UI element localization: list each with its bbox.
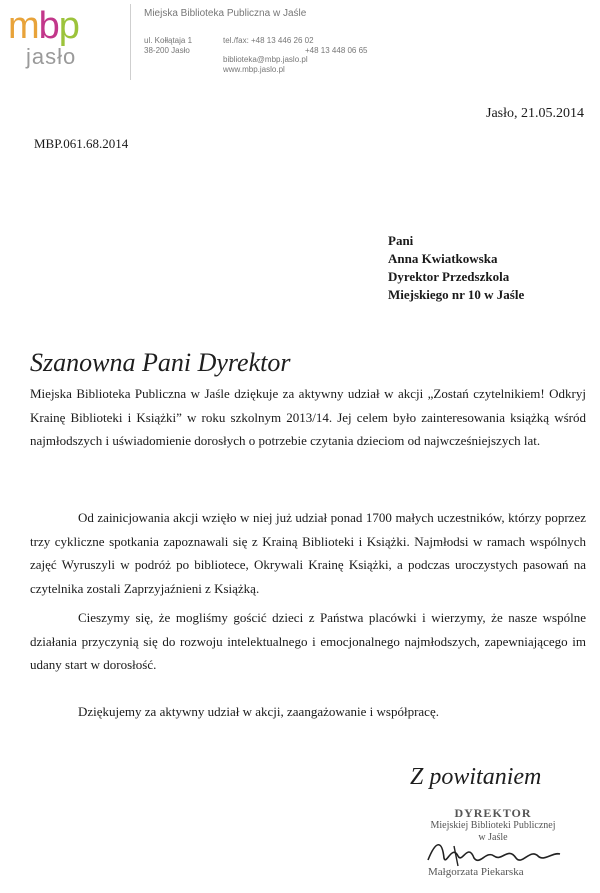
stamp-director-name: Małgorzata Piekarska: [428, 866, 524, 878]
letterhead-website: www.mbp.jaslo.pl: [223, 64, 285, 74]
reference-number: MBP.061.68.2014: [34, 136, 129, 151]
recipient-institution: Miejskiego nr 10 w Jaśle: [388, 287, 525, 302]
library-logo: [8, 6, 120, 72]
recipient-title: Pani: [388, 233, 414, 248]
handwritten-closing: Z powitaniem: [410, 764, 542, 790]
recipient-position: Dyrektor Przedszkola: [388, 269, 510, 284]
recipient-block: [388, 232, 524, 304]
stamp-institution: Miejskiej Biblioteki Publicznej: [430, 820, 556, 831]
logo-jaslo-text: jasło: [26, 44, 77, 69]
stamp-city: w Jaśle: [478, 832, 508, 843]
signature-icon: [424, 836, 564, 870]
stamp-title: DYREKTOR: [454, 806, 532, 820]
paragraph-1: Miejska Biblioteka Publiczna w Jaśle dziękuje za aktywny udział w akcji „Zostań czytelnikiem! Odkryj Krainę Biblioteki i Książki” w roku szkolnym 2013/14. Jej celem było zainteresowania książką wśród najmłodszych i uświadomienie dorosłych o potrzebie czytania dzieciom od najwcześniejszych lat.: [30, 386, 586, 448]
handwritten-salutation: Szanowna Pani Dyrektor: [30, 348, 291, 377]
letterhead-divider: [130, 4, 131, 80]
letterhead-institution-name: Miejska Biblioteka Publiczna w Jaśle: [144, 8, 307, 19]
logo-mbp-text: mbp: [8, 5, 79, 47]
letter-date: Jasło, 21.05.2014: [486, 106, 584, 121]
letterhead-email: biblioteka@mbp.jaslo.pl: [223, 55, 308, 64]
letterhead-phone-2: +48 13 448 06 65: [305, 45, 368, 55]
paragraph-2: Od zainicjowania akcji wzięło w niej już udział ponad 1700 małych uczestników, którzy poprzez trzy cykliczne spotkania zapoznawali się z Krainą Biblioteki i Książki. Najmłodsi w ramach wspólnych zajęć Wyruszyli w podróż po bibliotece, Okrywali Krainę Książki, a podczas uroczystych pasowań na czytelnika zostali Zaprzyjaźnieni z Książką.: [30, 510, 586, 596]
paragraph-4: Dziękujemy za aktywny udział w akcji, zaangażowanie i współpracę.: [78, 704, 439, 719]
paragraph-3: Cieszymy się, że mogliśmy gościć dzieci z Państwa placówki i wierzymy, że nasze wspólne działania przyczynią się do rozwoju intelektualnego i emocjonalnego najmłodszych, zapewniającego im udany start w dorosłość.: [30, 610, 586, 672]
letterhead-address: ul. Kołłątaja 1 38-200 Jasło: [144, 36, 193, 55]
letterhead-contact: [223, 36, 368, 74]
letterhead-phone-1: tel./fax: +48 13 446 26 02: [223, 36, 314, 45]
recipient-name: Anna Kwiatkowska: [388, 251, 498, 266]
